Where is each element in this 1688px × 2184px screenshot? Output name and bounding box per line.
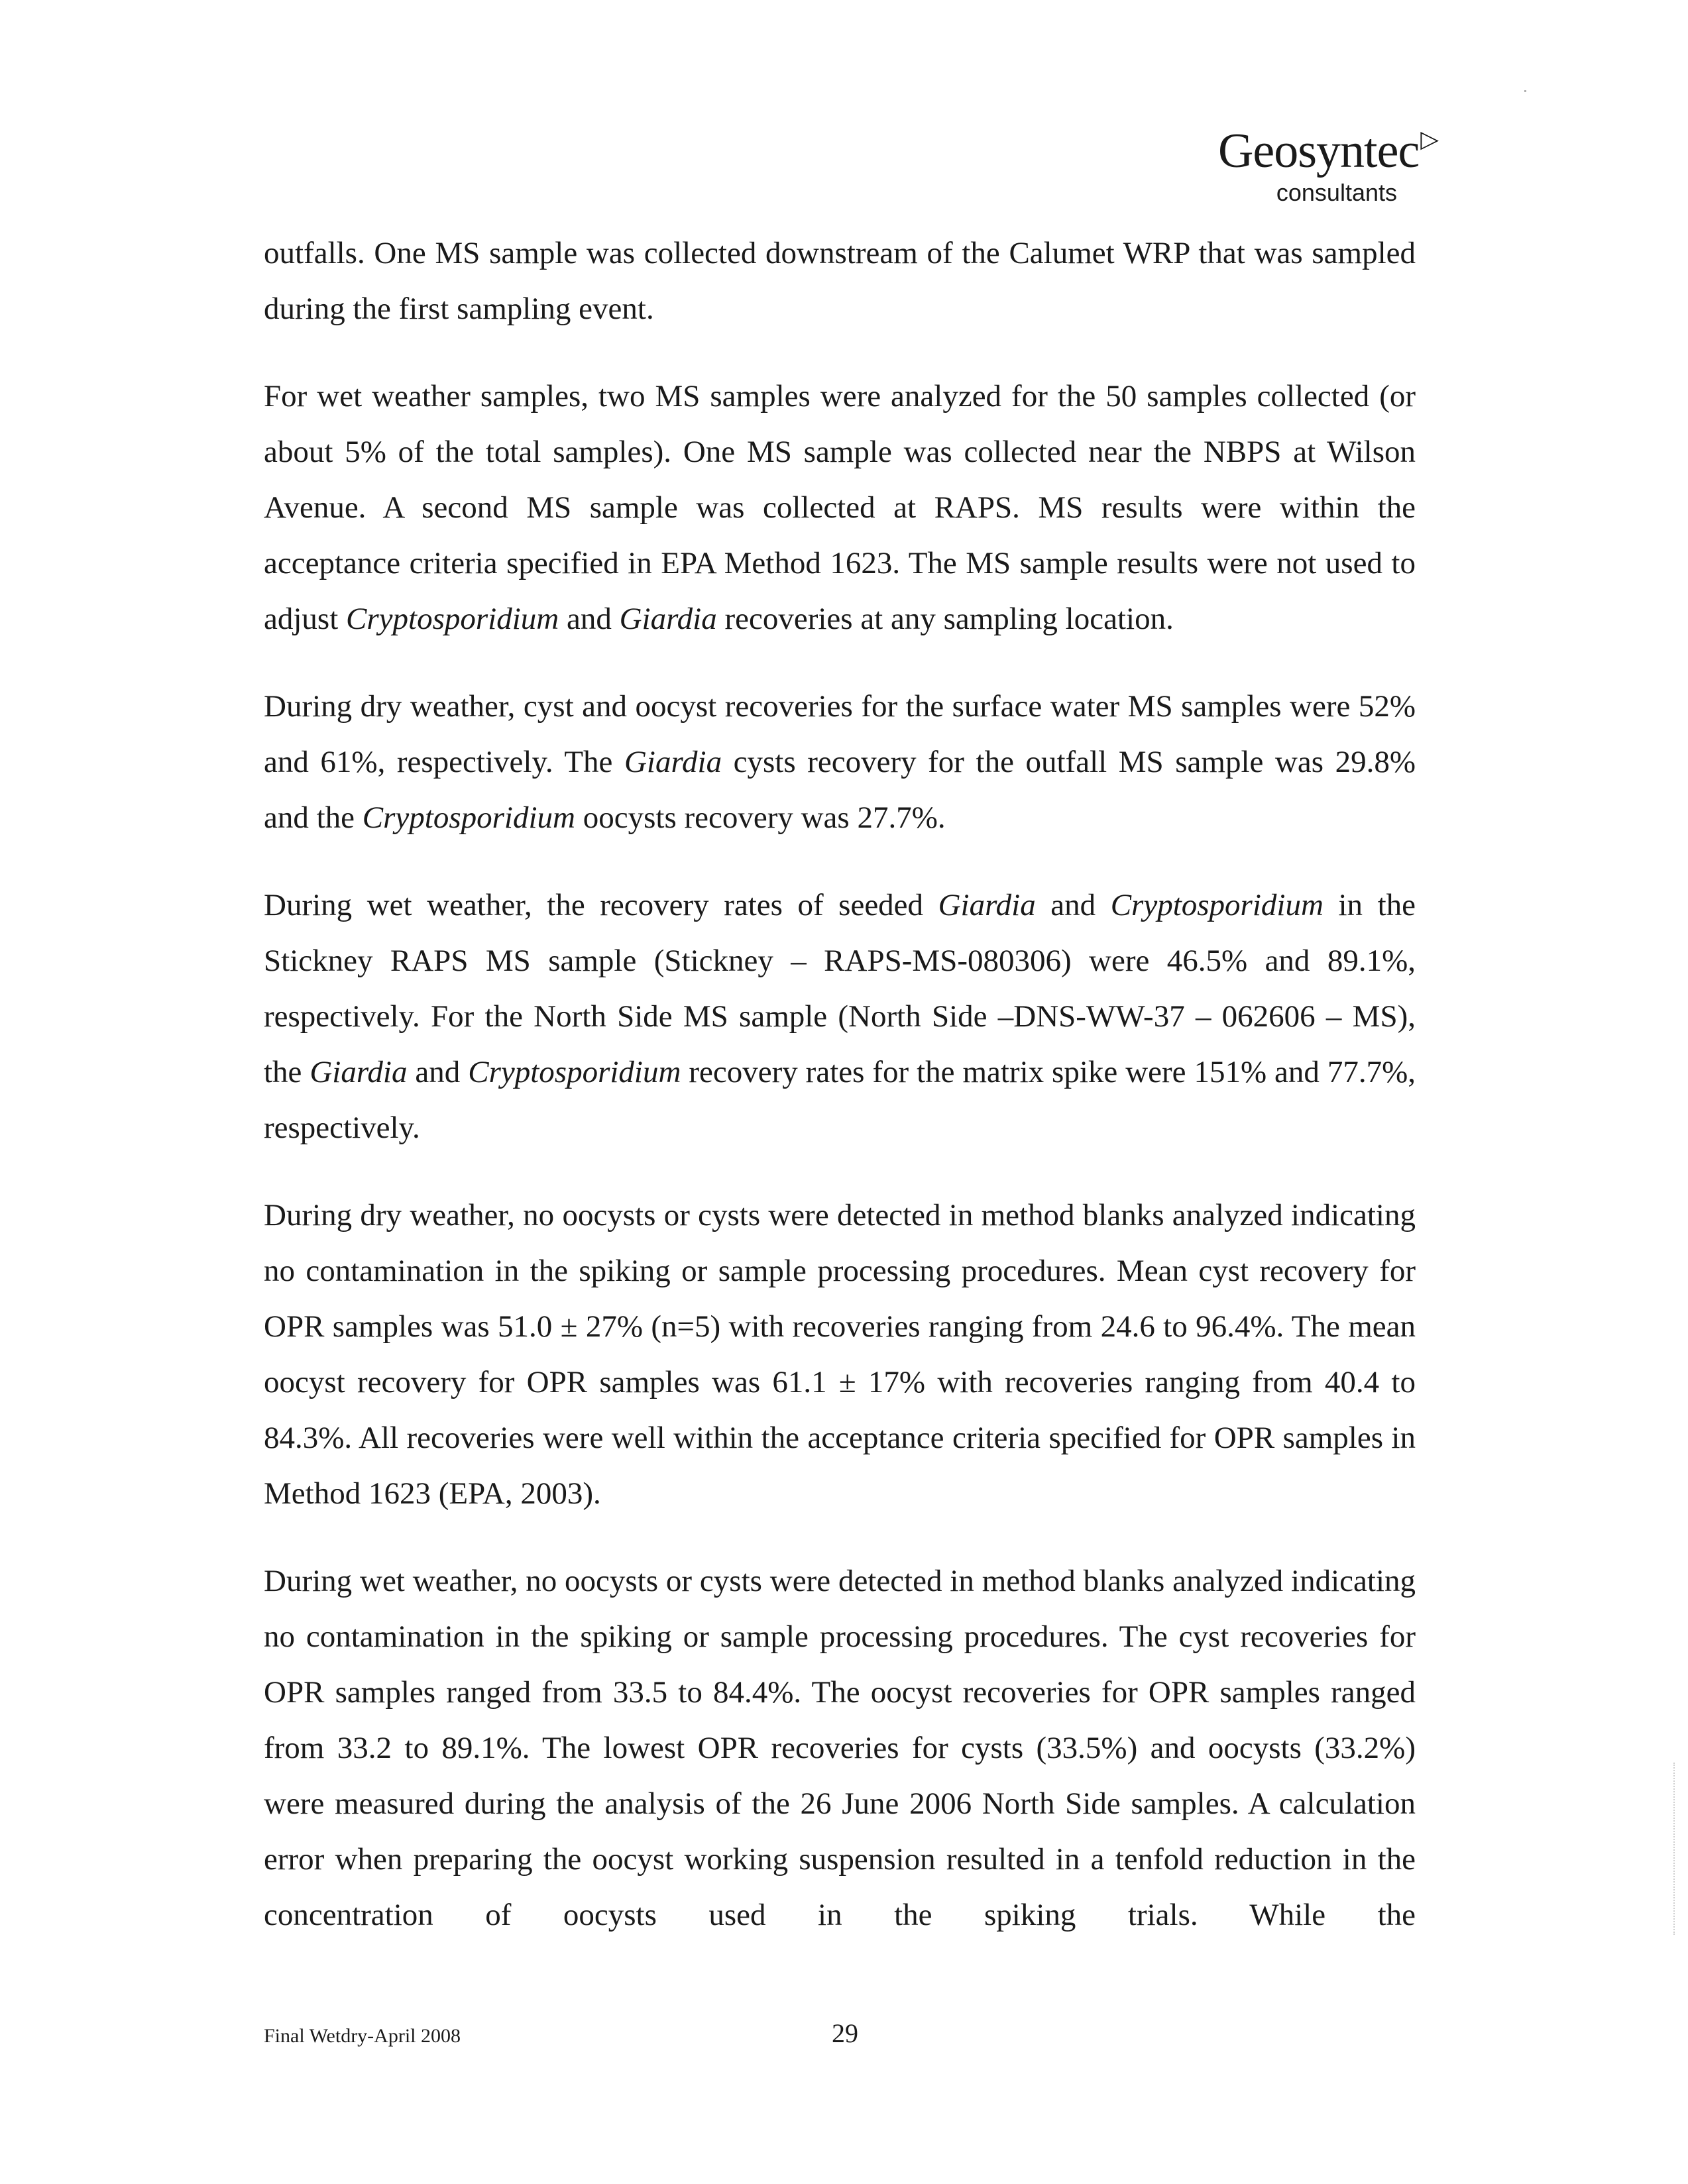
- logo-name-text: Geosyntec: [1217, 124, 1420, 178]
- text-run: During wet weather, the recovery rates of seeded: [264, 888, 938, 922]
- footer-document-id: Final Wetdry-April 2008: [264, 2025, 461, 2047]
- text-run: outfalls. One MS sample was collected downstream of the Calumet WRP that was sampled during the first sampling event.: [264, 236, 1416, 326]
- paragraph: [264, 368, 1416, 647]
- italic-term: Giardia: [619, 602, 717, 636]
- text-run: in the Stickney RAPS MS sample (Stickney – RAPS-MS-080306) were 46.5% and 89.1%, respectively. For the North Side MS sample (North Side –DNS-WW-37 – 062606 – MS), the: [264, 888, 1416, 1089]
- body-text: [264, 225, 1416, 1943]
- italic-term: Giardia: [309, 1055, 408, 1089]
- italic-term: Giardia: [624, 745, 722, 779]
- text-run: For wet weather samples, two MS samples were analyzed for the 50 samples collected (or about 5% of the total samples). One MS sample was collected near the NBPS at Wilson Avenue. A second MS sample was collected at RAPS. MS results were within the acceptance criteria specified in EPA Method 1623. The MS sample results were not used to adjust: [264, 379, 1416, 636]
- text-run: oocysts recovery was 27.7%.: [575, 800, 946, 835]
- italic-term: Giardia: [938, 888, 1036, 922]
- text-run: and: [1035, 888, 1111, 922]
- text-run: cysts recovery for the outfall MS sample was 29.8% and the: [264, 745, 1416, 835]
- text-run: recoveries at any sampling location.: [716, 602, 1174, 636]
- logo-triangle-icon: ▷: [1420, 126, 1438, 153]
- paragraph: [264, 1553, 1416, 1943]
- text-run: During dry weather, cyst and oocyst recoveries for the surface water MS samples were 52% and 61%, respectively. The: [264, 689, 1416, 779]
- italic-term: Cryptosporidium: [346, 602, 559, 636]
- company-logo: [1186, 111, 1438, 206]
- text-run: and: [559, 602, 620, 636]
- paragraph: [264, 877, 1416, 1156]
- paragraph: [264, 1187, 1416, 1521]
- italic-term: Cryptosporidium: [468, 1055, 681, 1089]
- italic-term: Cryptosporidium: [1110, 888, 1323, 922]
- text-run: and: [407, 1055, 469, 1089]
- logo-name: [1186, 111, 1438, 180]
- logo-subtitle: consultants: [1276, 179, 1397, 206]
- text-run: recovery rates for the matrix spike were 151% and 77.7%, respectively.: [264, 1055, 1416, 1145]
- text-run: During dry weather, no oocysts or cysts were detected in method blanks analyzed indicating no contamination in the spiking or sample processing procedures. Mean cyst recovery for OPR samples was 51.0 ± 27% (n=5) with recoveries ranging from 24.6 to 96.4%. The mean oocyst recovery for OPR samples was 61.1 ± 17% with recoveries ranging from 40.4 to 84.3%. All recoveries were well within the acceptance criteria specified for OPR samples in Method 1623 (EPA, 2003).: [264, 1198, 1416, 1511]
- scan-speck: [1524, 90, 1526, 92]
- paragraph: [264, 679, 1416, 846]
- scan-margin-marks: [1673, 1763, 1679, 1935]
- paragraph: [264, 225, 1416, 337]
- text-run: During wet weather, no oocysts or cysts were detected in method blanks analyzed indicating no contamination in the spiking or sample processing procedures. The cyst recoveries for OPR samples ranged from 33.5 to 84.4%. The oocyst recoveries for OPR samples ranged from 33.2 to 89.1%. The lowest OPR recoveries for cysts (33.5%) and oocysts (33.2%) were measured during the analysis of the 26 June 2006 North Side samples. A calculation error when preparing the oocyst working suspension resulted in a tenfold reduction in the concentration of oocysts used in the spiking trials. While the: [264, 1564, 1416, 1932]
- italic-term: Cryptosporidium: [362, 800, 575, 835]
- page-number: 29: [832, 2018, 858, 2048]
